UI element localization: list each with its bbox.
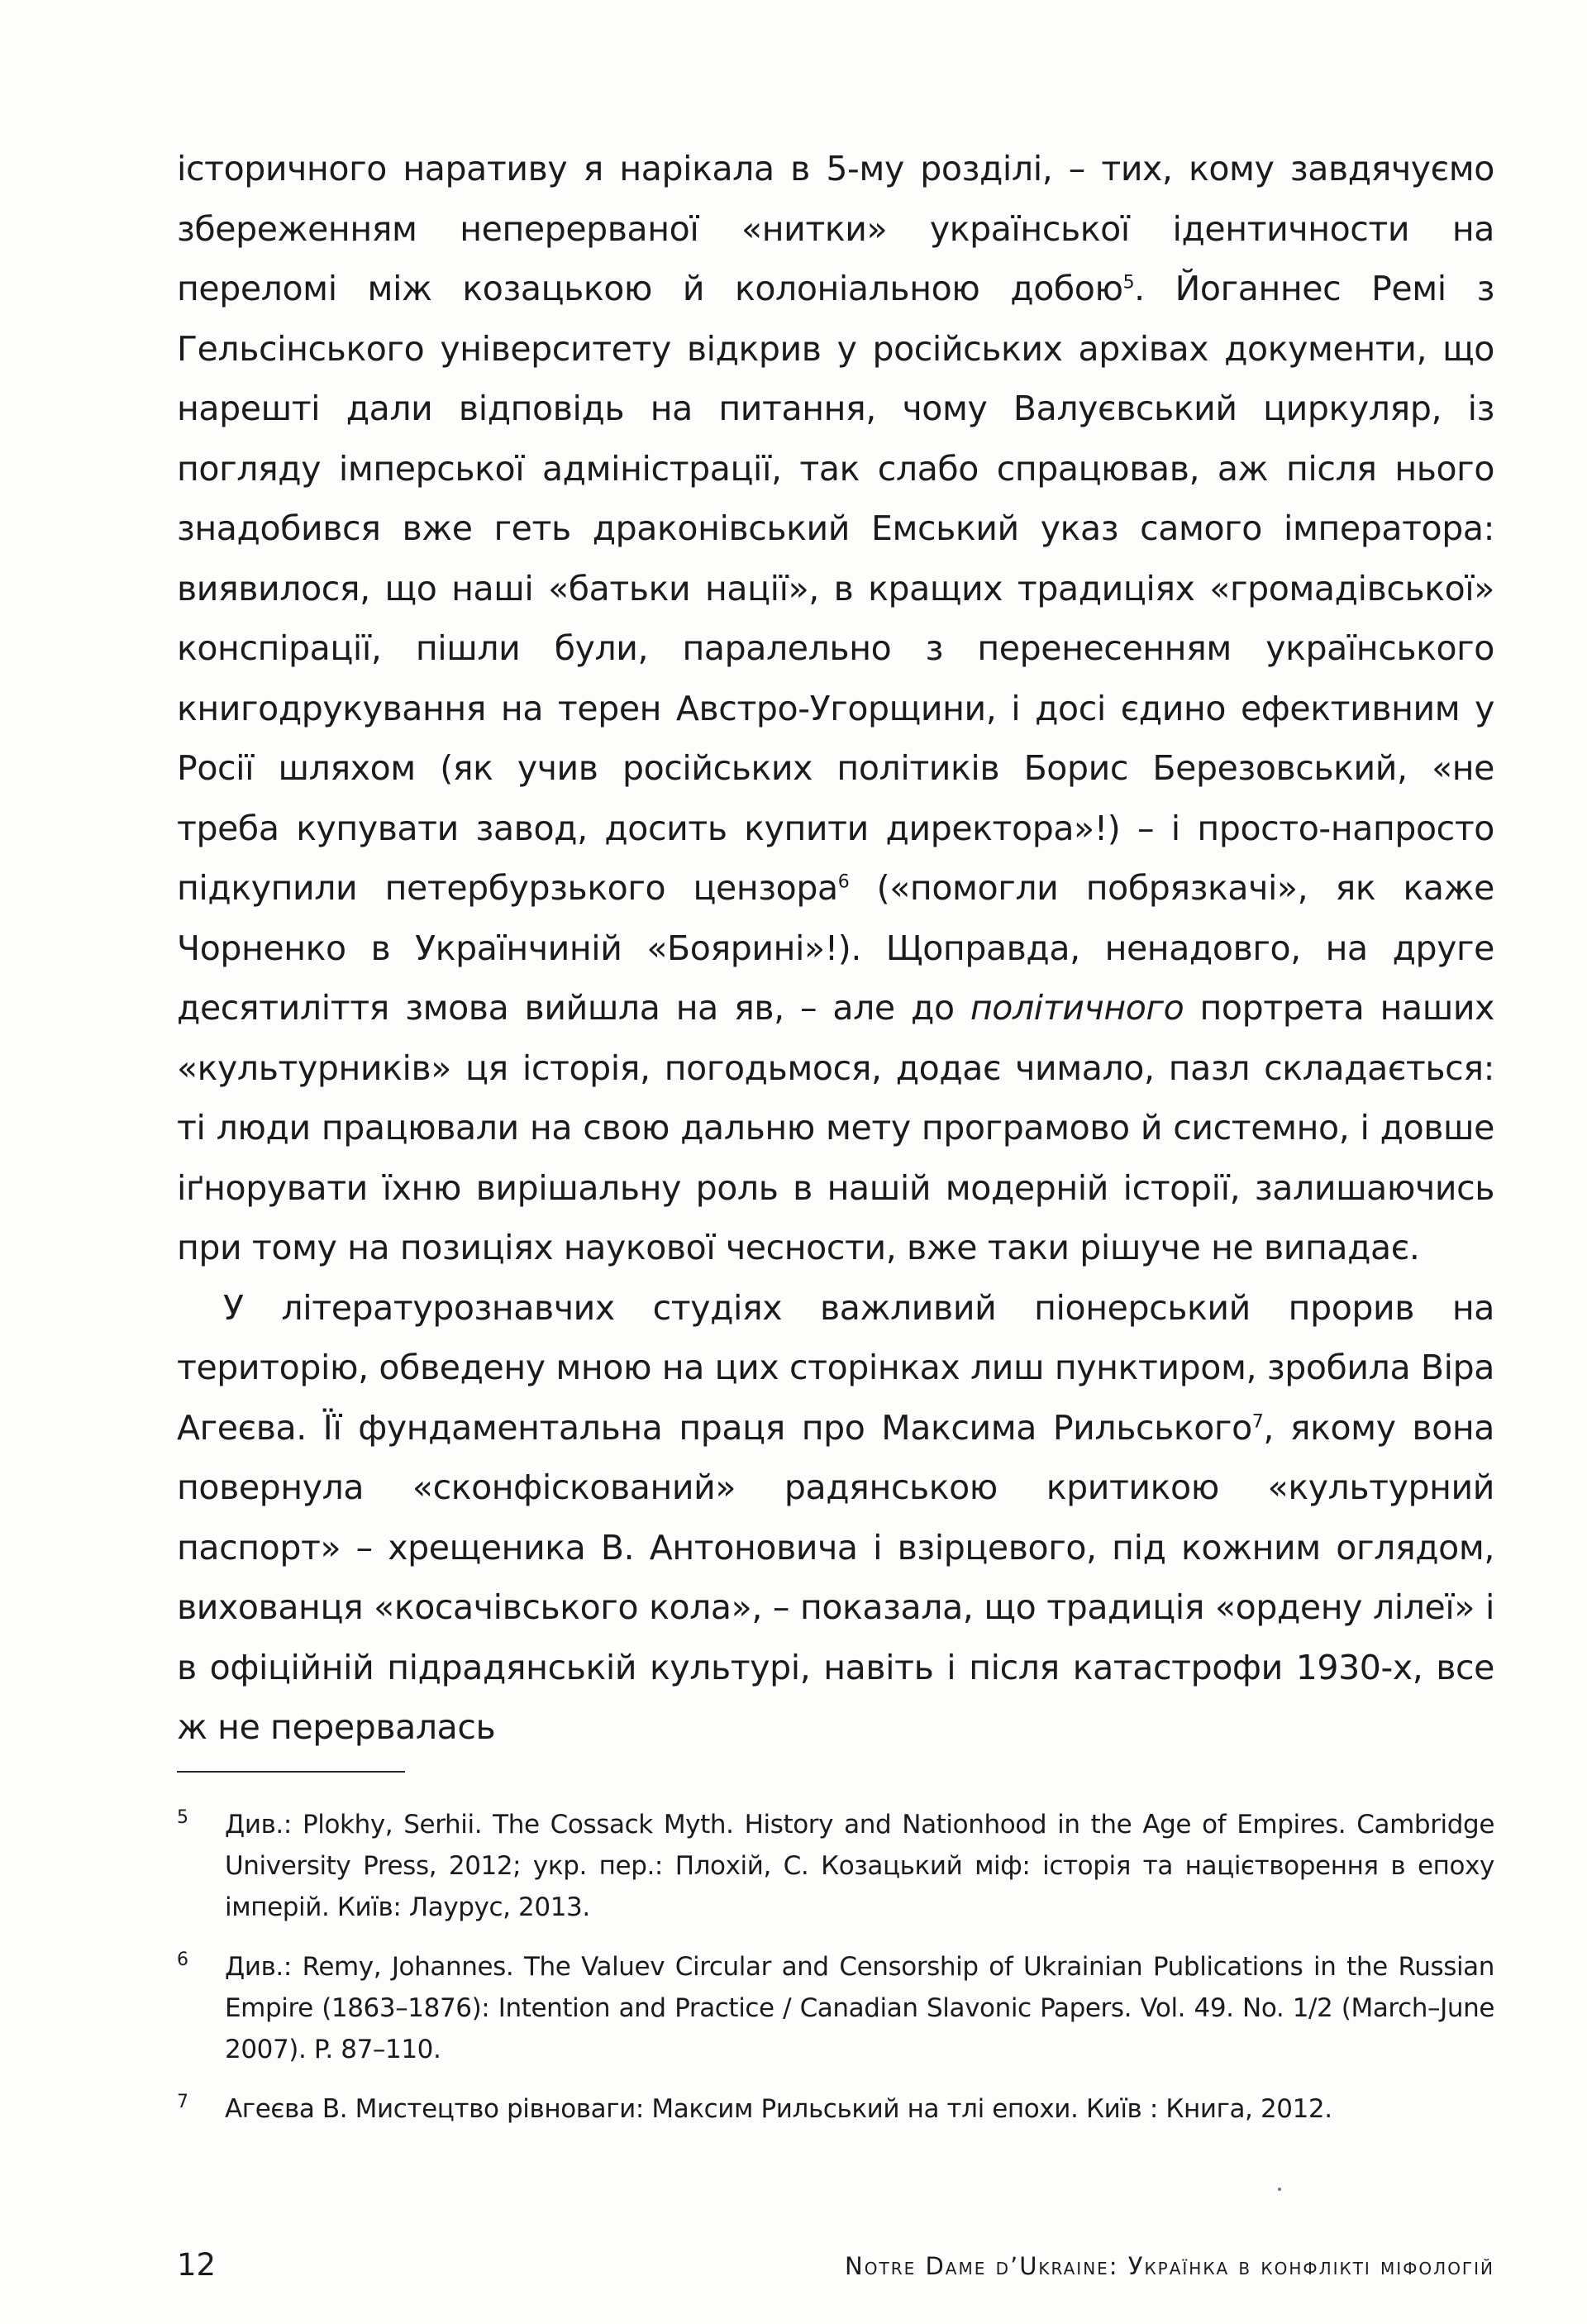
footnote-ref-6: 6 bbox=[837, 871, 850, 893]
footnote-text: Див.: Plokhy, Serhii. The Cossack Myth. History and Nationhood in the Age of Empires. Cambridge University Press, 2012; укр. пер.: Плохій, С. Козацький міф: історія та націєтворення в епоху імперій. Київ: Лаурус, 2013. bbox=[225, 1810, 1494, 1922]
footnote-number: 6 bbox=[177, 1949, 188, 1970]
footnote-5 bbox=[177, 1804, 1494, 1928]
footnote-7 bbox=[177, 2088, 1494, 2130]
footnote-separator bbox=[177, 1771, 405, 1773]
paragraph bbox=[177, 139, 1494, 1278]
text-run: портрета наших «культурників» ця історія, погодьмося, додає чимало, пазл складається: ті люди працювали на свою дальню мету програмово й системно, і довше іґнорувати їхню вирішальну роль в нашій модерній історії, залишаючись при тому на позиціях наукової чесности, вже таки рішуче не випадає. bbox=[177, 988, 1494, 1267]
footnote-text: Див.: Remy, Johannes. The Valuev Circular and Censorship of Ukrainian Publications in the Russian Empire (1863–1876): Intention and Practice / Canadian Slavonic Papers. Vol. 49. No. 1/2 (March–June 2007). P. 87–110. bbox=[225, 1952, 1494, 2064]
running-footer bbox=[177, 2247, 1494, 2288]
footnote-ref-7: 7 bbox=[1251, 1410, 1264, 1432]
paragraph bbox=[177, 1278, 1494, 1758]
text-run: . Йоганнес Ремі з Гельсінського університету відкрив у російських архівах документи, що нарешті дали відповідь на питання, чому Валуєвський циркуляр, із погляду імперської адміністрації, так слабо спрацював, аж після нього знадобився вже геть драконівський Емський указ самого імператора: виявилося, що наші «батьки нації», в кращих традиціях «громадівської» конспірації, пішли були, паралельно з перенесенням українського книгодрукування на терен Австро-Угорщини, і досі єдино ефективним у Росії шляхом (як учив російських політиків Борис Березовський, «не треба купувати завод, досить купити директора»!) – і просто-напросто підкупили петербурзького цензора bbox=[177, 269, 1494, 908]
running-title: Notre Dame d’Ukraine: Українка в конфлікті міфологій bbox=[845, 2252, 1494, 2280]
footnote-number: 7 bbox=[177, 2092, 188, 2112]
footnotes bbox=[177, 1804, 1494, 2148]
text-run: , якому вона повернула «сконфіскований» радянською критикою «культурний паспорт» – хрещеника В. Антоновича і взірцевого, під кожним оглядом, вихованця «косачівського кола», – показала, що традиція «ордену лілеї» і в офіційній підрадянській культурі, навіть і після катастрофи 1930-х, все ж не перервалась bbox=[177, 1407, 1494, 1747]
footnote-number: 5 bbox=[177, 1807, 188, 1828]
text-run: («помогли побрязкачі», як каже Чорненко в Українчиній «Боярині»!). Щоправда, ненадовго, на друге десятиліття змова вийшла на яв, – але до bbox=[177, 868, 1494, 1028]
italic-word: політичного bbox=[970, 988, 1184, 1028]
print-speck bbox=[1278, 2188, 1281, 2191]
footnote-6 bbox=[177, 1946, 1494, 2070]
footnote-ref-5: 5 bbox=[1122, 272, 1135, 293]
main-text bbox=[177, 139, 1494, 1758]
page-number: 12 bbox=[177, 2247, 217, 2283]
text-run: У літературознавчих студіях важливий піонерський прорив на територію, обведену мною на цих сторінках лиш пунктиром, зробила Віра Агеєва. Її фундаментальна праця про Максима Рильського bbox=[177, 1287, 1494, 1448]
footnote-text: Агеєва В. Мистецтво рівноваги: Максим Рильський на тлі епохи. Київ : Книга, 2012. bbox=[225, 2094, 1332, 2124]
text-run: історичного наративу я нарікала в 5-му розділі, – тих, кому завдячуємо збереженням неперерваної «нитки» української ідентичности на переломі між козацькою й колоніальною добою bbox=[177, 149, 1494, 308]
